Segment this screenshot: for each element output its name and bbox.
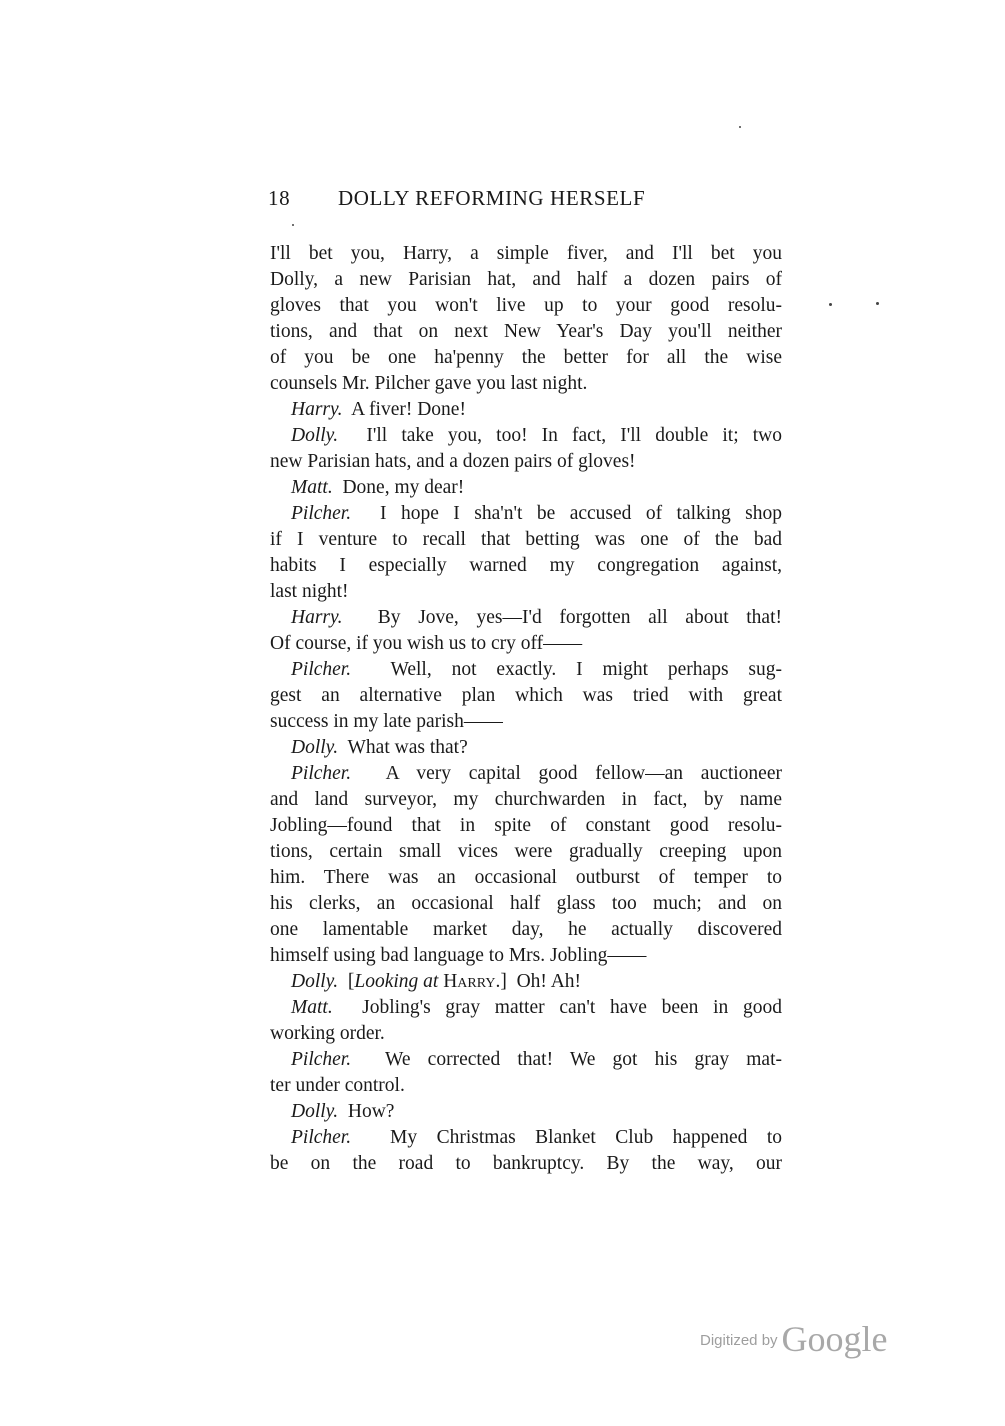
speaker-name: Harry. [291, 607, 343, 628]
speaker-name: Pilcher. [291, 659, 352, 680]
dialogue-text: We corrected that! We got his gray mat- [385, 1049, 782, 1070]
text-line: I'll bet you, Harry, a simple fiver, and I'll bet you [270, 243, 782, 264]
scan-speck [739, 126, 741, 128]
dialogue-text: What was that? [347, 737, 468, 758]
dialogue-line [270, 1099, 782, 1125]
text-line: and land surveyor, my churchwarden in fact, by name [270, 789, 782, 810]
digitized-watermark [700, 1318, 888, 1368]
dialogue-text: By Jove, yes—I'd forgotten all about that! [377, 607, 782, 628]
dialogue-line [270, 735, 782, 761]
bracket-open: [ [347, 971, 355, 992]
text-line: Of course, if you wish us to cry off—— [270, 633, 583, 654]
scan-speck [829, 303, 832, 306]
dialogue-line [270, 1047, 782, 1073]
stage-character: Harry [443, 971, 496, 992]
dialogue-line [270, 995, 782, 1021]
text-line: ter under control. [270, 1075, 405, 1096]
text-line: gloves that you won't live up to your good resolu- [270, 295, 782, 316]
text-line: gest an alternative plan which was tried with great [270, 685, 782, 706]
speaker-name: Matt. [291, 477, 333, 498]
dialogue-line [270, 1125, 782, 1151]
text-line: of you be one ha'penny the better for all the wise [270, 347, 782, 368]
text-line: success in my late parish—— [270, 711, 503, 732]
text-line: new Parisian hats, and a dozen pairs of gloves! [270, 451, 636, 472]
body-text [270, 241, 782, 1177]
dialogue-text: I hope I sha'n't be accused of talking shop [380, 503, 782, 524]
page-number: 18 [268, 186, 291, 210]
text-line: Dolly, a new Parisian hat, and half a dozen pairs of [270, 269, 782, 290]
dialogue-text: A fiver! Done! [351, 399, 466, 420]
dialogue-line [270, 969, 782, 995]
running-title: DOLLY REFORMING HERSELF [338, 186, 646, 210]
dialogue-line [270, 423, 782, 449]
text-line: himself using bad language to Mrs. Jobling—— [270, 945, 647, 966]
dialogue-line [270, 501, 782, 527]
dialogue-line [270, 761, 782, 787]
text-line: tions, certain small vices were gradually creeping upon [270, 841, 782, 862]
watermark-prefix: Digitized by [700, 1332, 778, 1349]
text-line: be on the road to bankruptcy. By the way, our [270, 1153, 782, 1174]
dialogue-line [270, 657, 782, 683]
dialogue-text: My Christmas Blanket Club happened to [390, 1127, 783, 1148]
text-line: his clerks, an occasional half glass too much; and on [270, 893, 782, 914]
watermark-brand: Google [781, 1319, 888, 1359]
speaker-name: Dolly. [291, 971, 339, 992]
scan-speck [876, 302, 879, 305]
dialogue-line [270, 605, 782, 631]
dialogue-text: A very capital good fellow—an auctioneer [385, 763, 782, 784]
stage-direction [348, 971, 507, 992]
stage-text: Looking at [354, 971, 439, 992]
text-line: habits I especially warned my congregation against, [270, 555, 782, 576]
speaker-name: Dolly. [291, 737, 339, 758]
speaker-name: Pilcher. [291, 1049, 352, 1070]
dialogue-text: Jobling's gray matter can't have been in good [362, 997, 783, 1018]
dialogue-line [270, 475, 782, 501]
speaker-name: Pilcher. [291, 1127, 352, 1148]
speaker-name: Pilcher. [291, 763, 352, 784]
text-line: if I venture to recall that betting was one of the bad [270, 529, 782, 550]
text-line: one lamentable market day, he actually discovered [270, 919, 782, 940]
speaker-name: Harry. [291, 399, 343, 420]
dialogue-line [270, 397, 782, 423]
text-line: him. There was an occasional outburst of temper to [270, 867, 782, 888]
bracket-close: .] [495, 971, 507, 992]
speaker-name: Dolly. [291, 425, 339, 446]
scan-speck [292, 224, 294, 226]
dialogue-text: Oh! Ah! [516, 971, 582, 992]
speaker-name: Matt. [291, 997, 333, 1018]
text-line: Jobling—found that in spite of constant good resolu- [270, 815, 782, 836]
text-line: working order. [270, 1023, 385, 1044]
text-line: last night! [270, 581, 349, 602]
dialogue-text: Done, my dear! [342, 477, 465, 498]
dialogue-text: I'll take you, too! In fact, I'll double it; two [366, 425, 782, 446]
speaker-name: Dolly. [291, 1101, 339, 1122]
text-line: tions, and that on next New Year's Day you'll neither [270, 321, 782, 342]
running-header [268, 186, 788, 211]
speaker-name: Pilcher. [291, 503, 352, 524]
dialogue-text: How? [347, 1101, 395, 1122]
dialogue-text: Well, not exactly. I might perhaps sug- [390, 659, 782, 680]
text-line: counsels Mr. Pilcher gave you last night. [270, 373, 588, 394]
